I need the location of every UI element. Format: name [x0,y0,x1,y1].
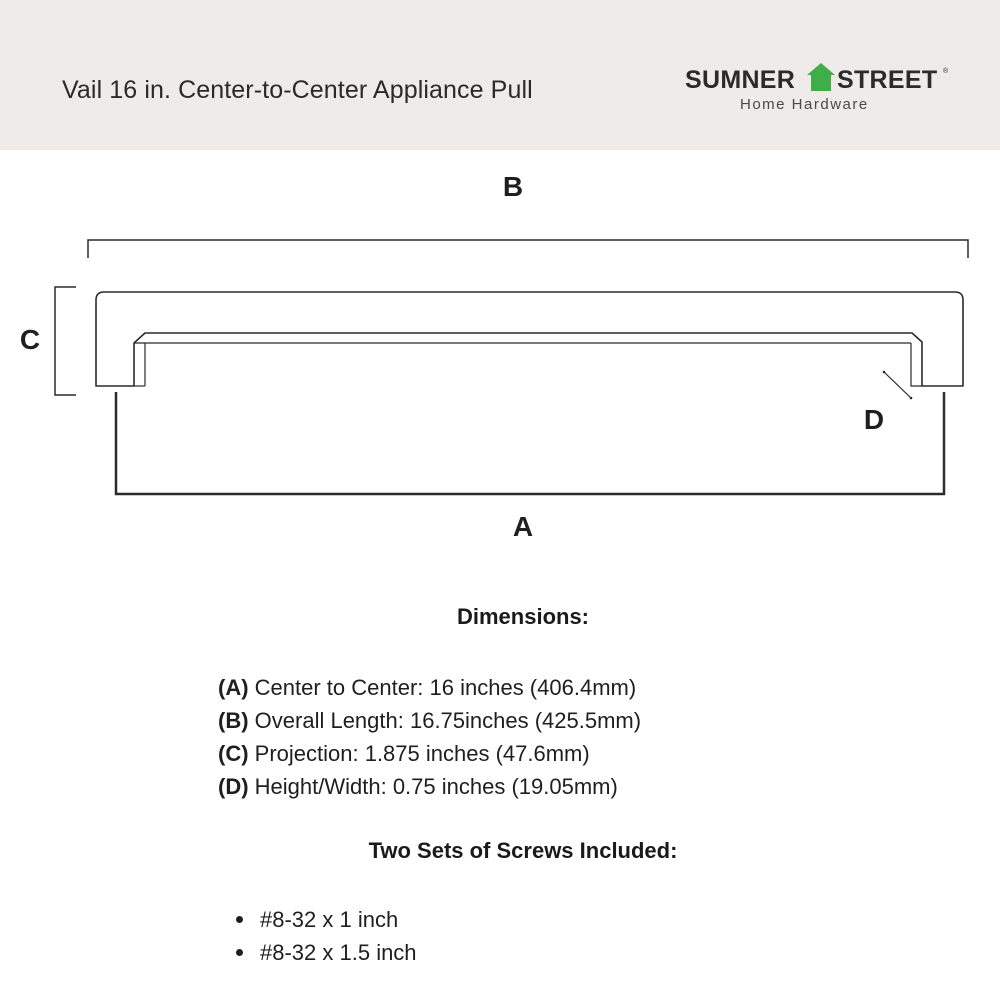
logo-word-street: STREET [837,66,938,94]
dimensions-title: Dimensions: [456,604,590,629]
dimension-text: Height/Width: 0.75 inches (19.05mm) [248,774,618,799]
bracket-b [88,240,968,258]
pull-dimension-diagram [0,150,1000,570]
bracket-a [116,392,944,494]
pull-inner-bevel [134,343,922,386]
dimension-item-a [218,671,641,704]
dimension-text: Center to Center: 16 inches (406.4mm) [248,675,637,700]
marker-d-end-top [883,371,886,374]
label-b: B [502,171,524,202]
dimension-key: (C) [218,741,249,766]
screw-item: #8-32 x 1 inch [236,903,417,936]
dimension-text: Projection: 1.875 inches (47.6mm) [248,741,590,766]
logo-subtitle: Home Hardware [740,96,869,113]
dimension-item-b [218,704,641,737]
dimension-item-d [218,770,641,803]
pull-outline [96,292,963,386]
registered-mark: ® [943,68,949,75]
label-d: D [863,404,885,435]
house-icon [806,62,836,92]
dimension-key: (B) [218,708,249,733]
bracket-c [55,287,76,395]
label-a: A [512,511,534,542]
dimension-key: (A) [218,675,249,700]
screws-title: Two Sets of Screws Included: [368,838,678,863]
product-title: Vail 16 in. Center-to-Center Appliance Pull [62,76,533,104]
screw-item: #8-32 x 1.5 inch [236,936,417,969]
header-bar [0,0,1000,150]
dimension-text: Overall Length: 16.75inches (425.5mm) [248,708,642,733]
house-shape [807,63,835,91]
dimension-key: (D) [218,774,249,799]
brand-logo [685,62,955,118]
screws-list [236,903,417,969]
logo-word-sumner: SUMNER [685,66,796,94]
marker-d [884,372,911,398]
dimension-item-c [218,737,641,770]
marker-d-end-bottom [910,397,913,400]
dimensions-list [218,671,641,803]
label-c: C [19,324,41,355]
